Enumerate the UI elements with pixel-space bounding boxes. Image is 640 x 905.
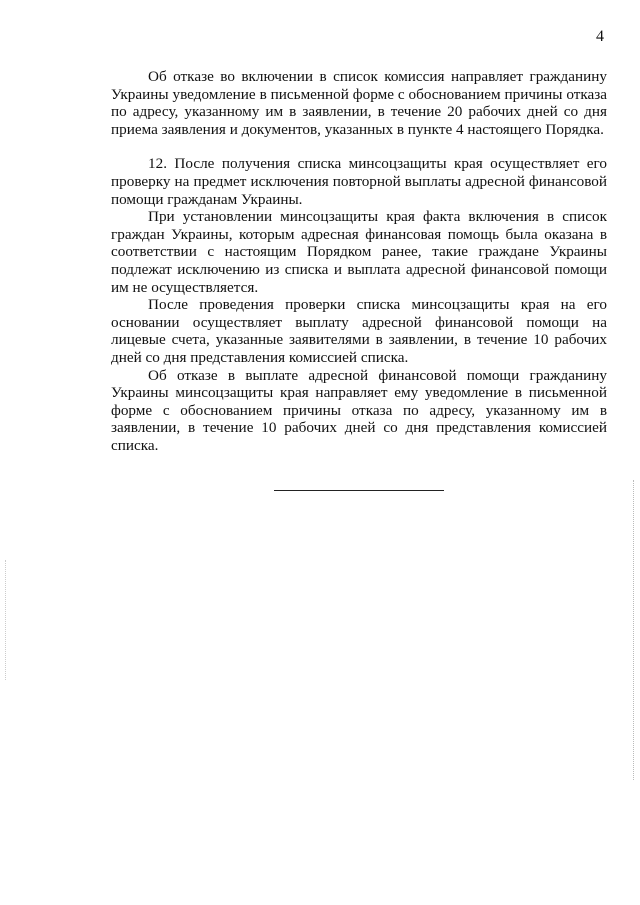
paragraph-payment: После проведения проверки списка минсоцзащиты края на его основании осуществляет выплату адресной финансовой помощи на лицевые счета, указанные заявителями в заявлении, в течение 10 рабочих дней со дня представления комиссией списка. <box>111 296 607 366</box>
paragraph-item-12: 12. После получения списка минсоцзащиты края осуществляет его проверку на предмет исключения повторной выплаты адресной финансовой помощи гражданам Украины. <box>111 155 607 208</box>
scan-edge-mark <box>632 480 634 780</box>
paragraph-gap <box>111 138 607 155</box>
scan-edge-mark-left <box>5 560 7 680</box>
paragraph-refusal-payment: Об отказе в выплате адресной финансовой помощи гражданину Украины минсоцзащиты края направляет ему уведомление в письменной форме с обоснованием причины отказа по адресу, указанному им в заявлении, в течение 10 рабочих дней со дня представления комиссией списка. <box>111 366 607 454</box>
page-number: 4 <box>596 28 604 45</box>
paragraph-exclusion: При установлении минсоцзащиты края факта включения в список граждан Украины, которым адресная финансовая помощь была оказана в соответствии с настоящим Порядком ранее, такие граждане Украины подлежат исключению из списка и выплата адресной финансовой помощи им не осуществляется. <box>111 208 607 296</box>
paragraph-refusal-inclusion: Об отказе во включении в список комиссия направляет гражданину Украины уведомление в письменной форме с обоснованием причины отказа по адресу, указанному им в заявлении, в течение 20 рабочих дней со дня приема заявления и документов, указанных в пункте 4 настоящего Порядка. <box>111 68 607 138</box>
end-separator-line <box>274 490 444 491</box>
document-body <box>111 68 607 454</box>
